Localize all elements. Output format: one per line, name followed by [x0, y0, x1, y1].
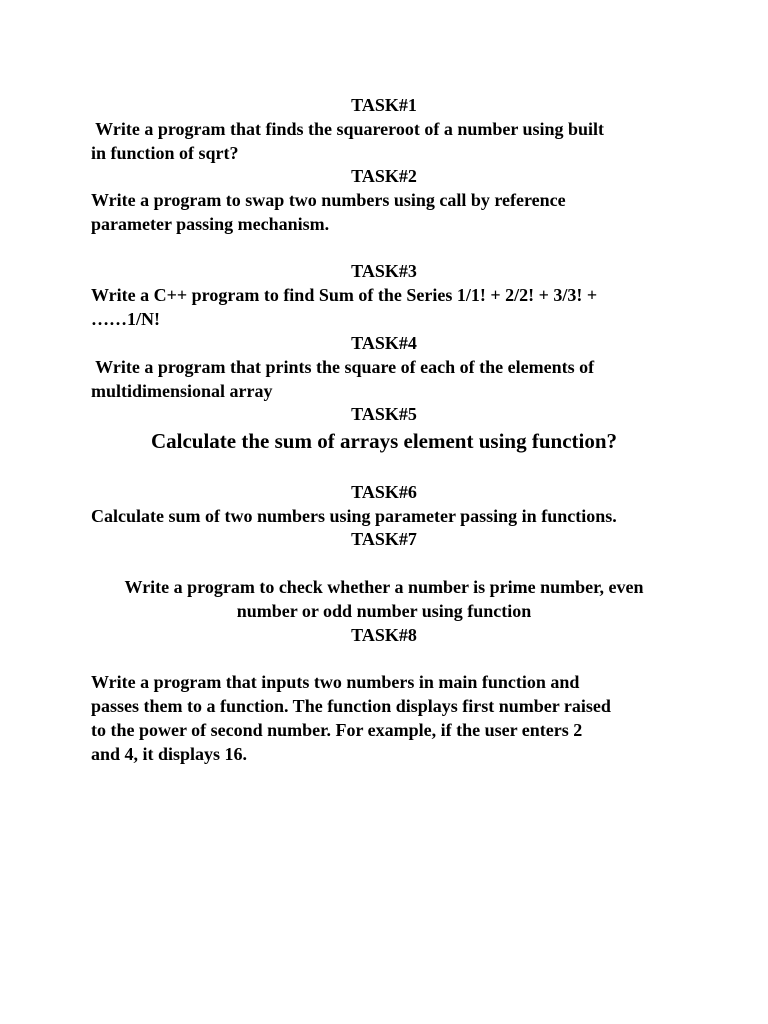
task-3-text-line: ……1/N! — [91, 309, 160, 329]
task-8-heading: TASK#8 — [351, 625, 417, 645]
task-7-text-line: number or odd number using function — [236, 601, 532, 621]
task-6-text-line: Calculate sum of two numbers using parameter passing in functions. — [91, 506, 617, 526]
task-1-heading: TASK#1 — [351, 95, 417, 115]
task-3-text-line: Write a C++ program to find Sum of the Series 1/1! + 2/2! + 3/3! + — [91, 285, 598, 305]
task-5-heading: TASK#5 — [351, 404, 417, 424]
task-3-heading: TASK#3 — [351, 261, 417, 281]
task-7-text-line: Write a program to check whether a number is prime number, even — [124, 577, 644, 597]
task-6-heading: TASK#6 — [351, 482, 417, 502]
task-8-text-line: Write a program that inputs two numbers in main function and — [91, 672, 580, 692]
task-8-text-line: passes them to a function. The function displays first number raised — [91, 696, 611, 716]
task-2-heading: TASK#2 — [351, 166, 417, 186]
task-5-text-line: Calculate the sum of arrays element using function? — [150, 429, 618, 453]
task-4-text-line: Write a program that prints the square of each of the elements of — [91, 357, 595, 377]
task-1-text-line: in function of sqrt? — [91, 143, 239, 163]
task-2-text-line: parameter passing mechanism. — [91, 214, 330, 234]
task-2-text-line: Write a program to swap two numbers using call by reference — [91, 190, 566, 210]
task-8-text-line: and 4, it displays 16. — [91, 744, 248, 764]
task-4-heading: TASK#4 — [351, 333, 417, 353]
task-4-text-line: multidimensional array — [91, 381, 273, 401]
task-7-heading: TASK#7 — [351, 529, 417, 549]
task-1-text-line: Write a program that finds the squareroot of a number using built — [91, 119, 605, 139]
task-8-text-line: to the power of second number. For example, if the user enters 2 — [91, 720, 583, 740]
